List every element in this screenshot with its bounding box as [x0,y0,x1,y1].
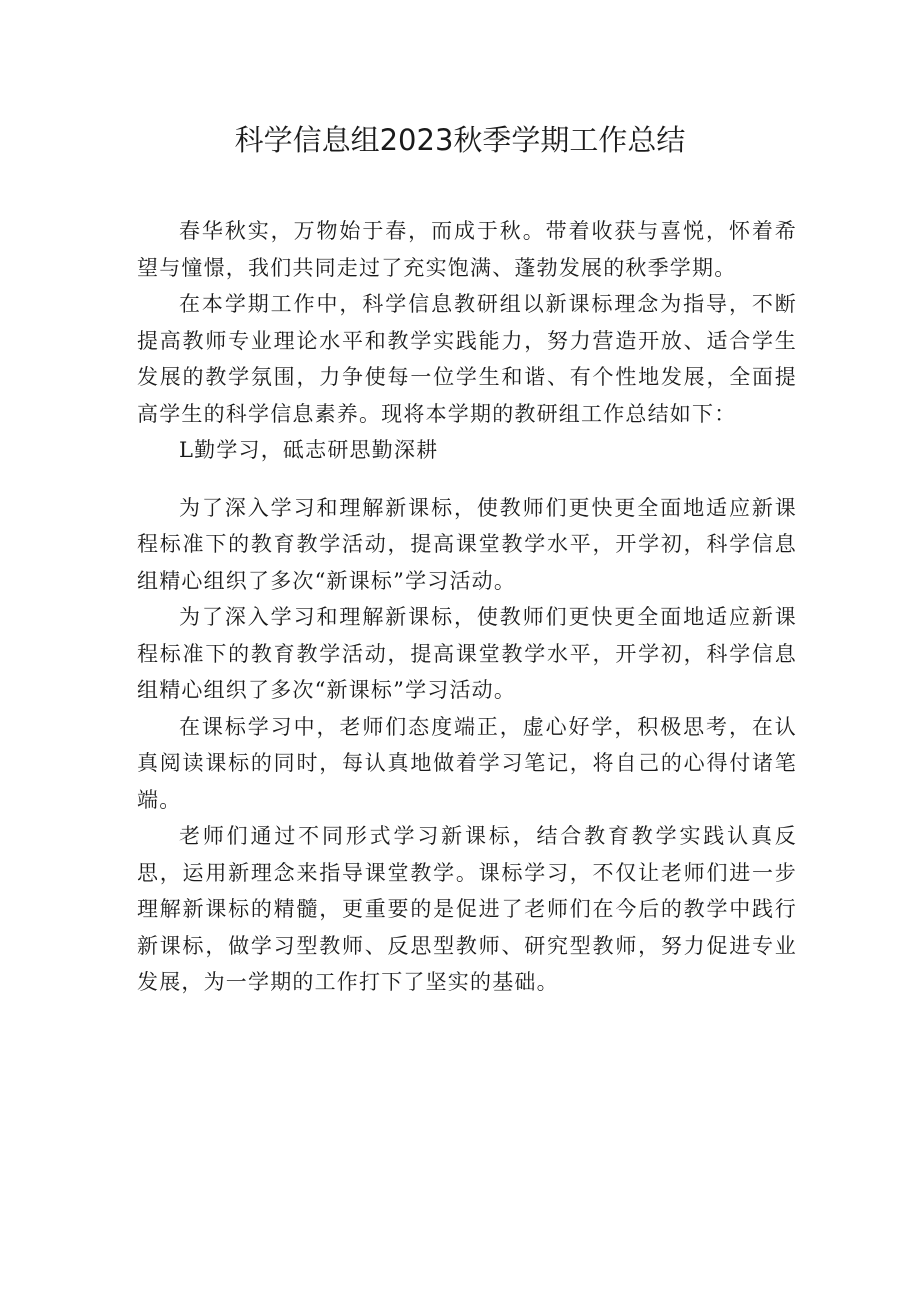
paragraph-overview: 在本学期工作中，科学信息教研组以新课标理念为指导，不断提高教师专业理论水平和教学实践能力，努力营造开放、适合学生发展的教学氛围，力争使每一位学生和谐、有个性地发展，全面提高学生的科学信息素养。现将本学期的教研组工作总结如下： [137,292,797,426]
document-title: 科学信息组2023秋季学期工作总结 [234,123,686,157]
paragraph-reflection: 老师们通过不同形式学习新课标，结合教育教学实践认真反思，运用新理念来指导课堂教学。课标学习，不仅让老师们进一步理解新课标的精髓，更重要的是促进了老师们在今后的教学中践行新课标，做学习型教师、反思型教师、研究型教师，努力促进专业发展，为一学期的工作打下了坚实的基础。 [137,824,797,994]
section-heading: L勤学习，砥志研思勤深耕 [179,438,439,462]
paragraph-attitude: 在课标学习中，老师们态度端正，虚心好学，积极思考，在认真阅读课标的同时，每认真地做着学习笔记，将自己的心得付诸笔端。 [137,714,797,812]
paragraph-study-2: 为了深入学习和理解新课标，使教师们更快更全面地适应新课程标准下的教育教学活动，提高课堂教学水平，开学初，科学信息组精心组织了多次“新课标”学习活动。 [137,605,797,702]
paragraph-intro: 春华秋实，万物始于春，而成于秋。带着收获与喜悦，怀着希望与憧憬，我们共同走过了充实饱满、蓬勃发展的秋季学期。 [137,219,797,280]
document-body [137,213,797,1001]
paragraph-study-1: 为了深入学习和理解新课标，使教师们更快更全面地适应新课程标准下的教育教学活动，提高课堂教学水平，开学初，科学信息组精心组织了多次“新课标”学习活动。 [137,495,797,593]
